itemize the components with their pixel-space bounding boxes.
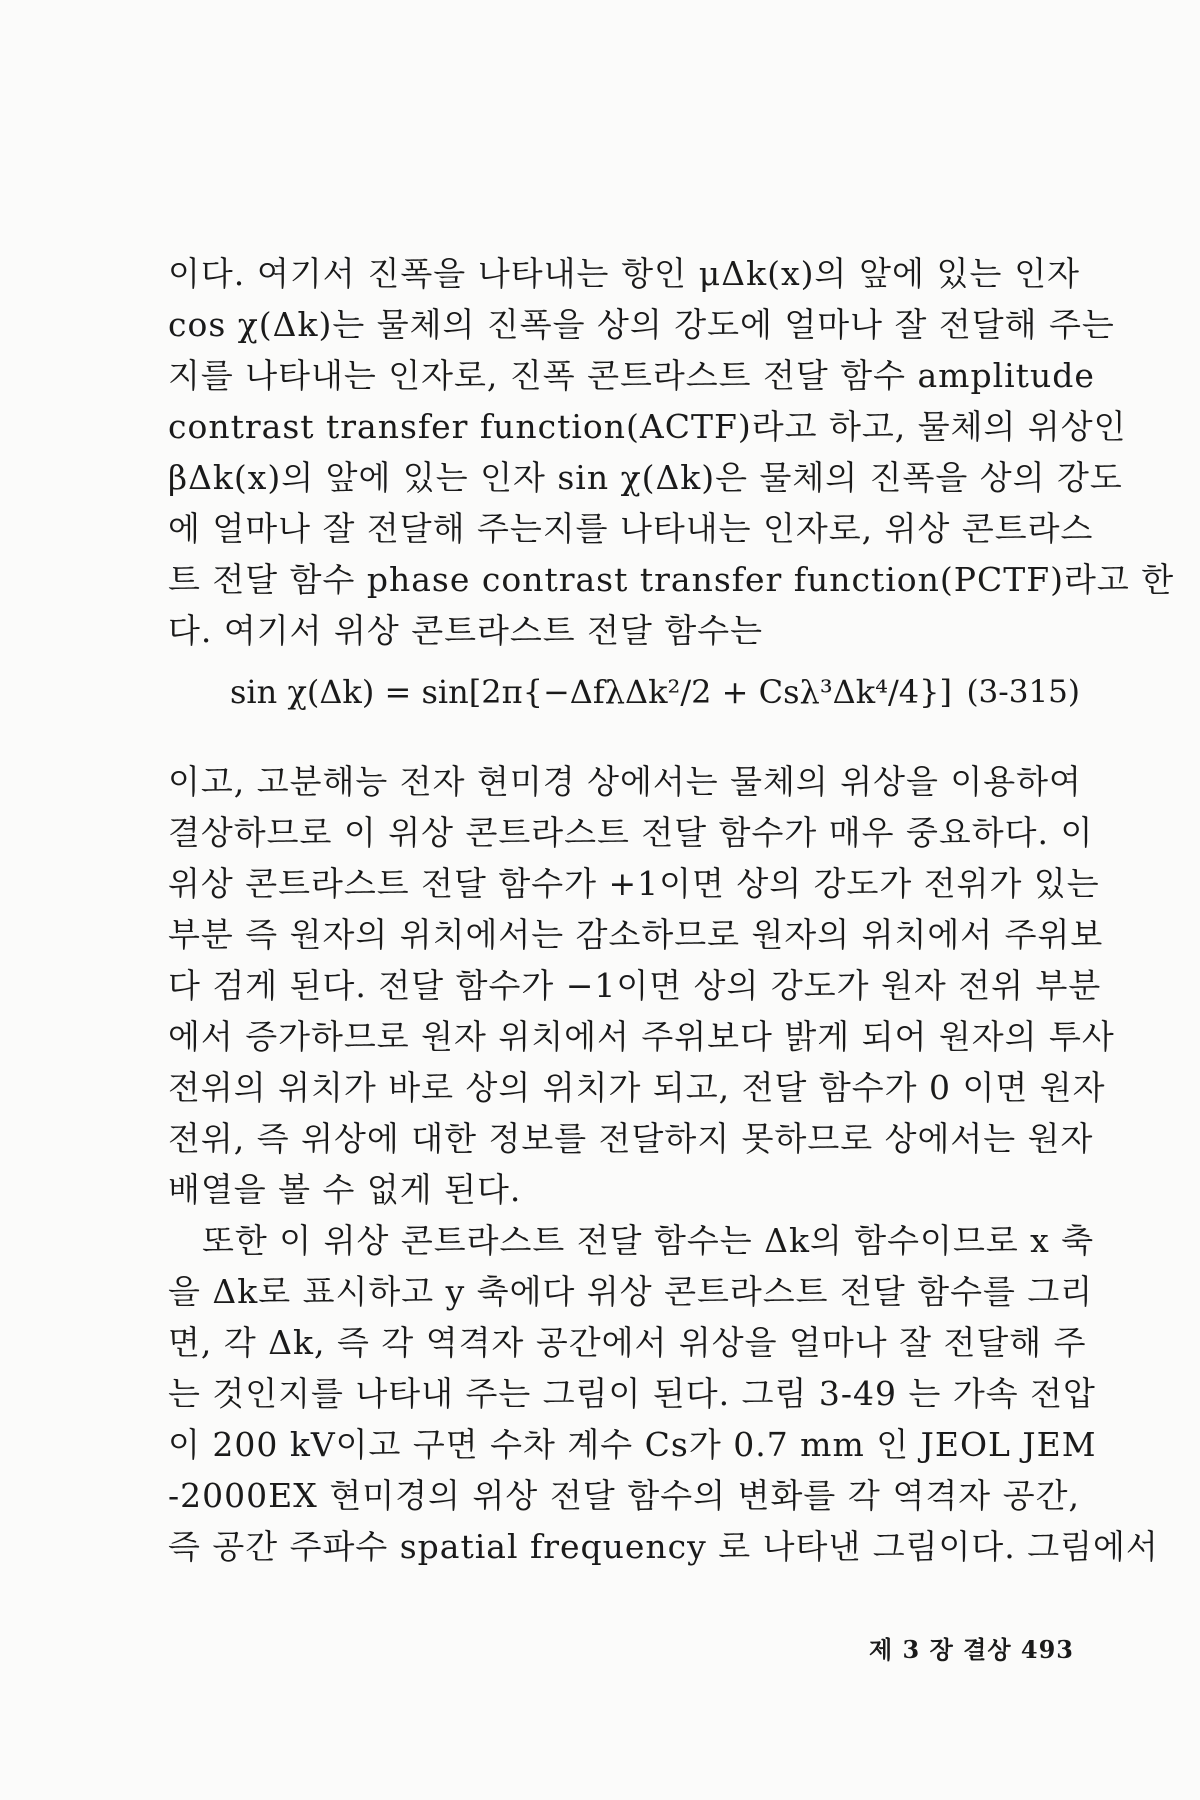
text-line: 부분 즉 원자의 위치에서는 감소하므로 원자의 위치에서 주위보: [168, 915, 1104, 954]
text-line: 지를 나타내는 인자로, 진폭 콘트라스트 전달 함수 amplitude: [168, 356, 1095, 395]
text-line: cos χ(Δk)는 물체의 진폭을 상의 강도에 얼마나 잘 전달해 주는: [168, 305, 1115, 344]
text-line: 결상하므로 이 위상 콘트라스트 전달 함수가 매우 중요하다. 이: [168, 813, 1094, 852]
equation-formula: sin χ(Δk) = sin[2π{−ΔfλΔk²/2 + Csλ³Δk⁴/4}]: [230, 673, 952, 711]
text-line: 트 전달 함수 phase contrast transfer function(PCTF)라고 한: [168, 560, 1175, 599]
equation-number: (3-315): [966, 674, 1080, 710]
text-line: βΔk(x)의 앞에 있는 인자 sin χ(Δk)은 물체의 진폭을 상의 강도: [168, 458, 1123, 497]
text-line: 이고, 고분해능 전자 현미경 상에서는 물체의 위상을 이용하여: [168, 762, 1082, 801]
text-line: 전위, 즉 위상에 대한 정보를 전달하지 못하므로 상에서는 원자: [168, 1119, 1094, 1158]
text-line: 다. 여기서 위상 콘트라스트 전달 함수는: [168, 611, 763, 650]
text-line: 즉 공간 주파수 spatial frequency 로 나타낸 그림이다. 그림에서: [168, 1527, 1159, 1566]
text-line: 이다. 여기서 진폭을 나타내는 항인 μΔk(x)의 앞에 있는 인자: [168, 254, 1080, 293]
paragraph-3: [168, 1215, 1159, 1572]
text-line: 위상 콘트라스트 전달 함수가 +1이면 상의 강도가 전위가 있는: [168, 864, 1100, 903]
paragraphs-2-3: [168, 756, 1159, 1572]
text-line: 에 얼마나 잘 전달해 주는지를 나타내는 인자로, 위상 콘트라스: [168, 509, 1094, 548]
paragraph-2: [168, 756, 1115, 1215]
text-line: 을 Δk로 표시하고 y 축에다 위상 콘트라스트 전달 함수를 그리: [168, 1272, 1094, 1311]
text-line: 에서 증가하므로 원자 위치에서 주위보다 밝게 되어 원자의 투사: [168, 1017, 1115, 1056]
text-line: 는 것인지를 나타내 주는 그림이 된다. 그림 3-49 는 가속 전압: [168, 1374, 1096, 1413]
chapter-label: 제 3 장 결상: [869, 1635, 1012, 1664]
page-number: 493: [1020, 1635, 1074, 1664]
text-line: 이 200 kV이고 구면 수차 계수 Cs가 0.7 mm 인 JEOL JEM: [168, 1425, 1097, 1464]
paragraph-1: [168, 248, 1175, 656]
text-line: 면, 각 Δk, 즉 각 역격자 공간에서 위상을 얼마나 잘 전달해 주: [168, 1323, 1087, 1362]
text-line: 배열을 볼 수 없게 된다.: [168, 1170, 522, 1209]
text-line: -2000EX 현미경의 위상 전달 함수의 변화를 각 역격자 공간,: [168, 1476, 1080, 1515]
equation-row: [168, 648, 1080, 738]
text-line: 또한 이 위상 콘트라스트 전달 함수는 Δk의 함수이므로 x 축: [202, 1221, 1095, 1260]
page-footer: [869, 1630, 1074, 1665]
text-line: contrast transfer function(ACTF)라고 하고, 물체의 위상인: [168, 407, 1127, 446]
text-line: 다 검게 된다. 전달 함수가 −1이면 상의 강도가 원자 전위 부분: [168, 966, 1102, 1005]
text-line: 전위의 위치가 바로 상의 위치가 되고, 전달 함수가 0 이면 원자: [168, 1068, 1106, 1107]
